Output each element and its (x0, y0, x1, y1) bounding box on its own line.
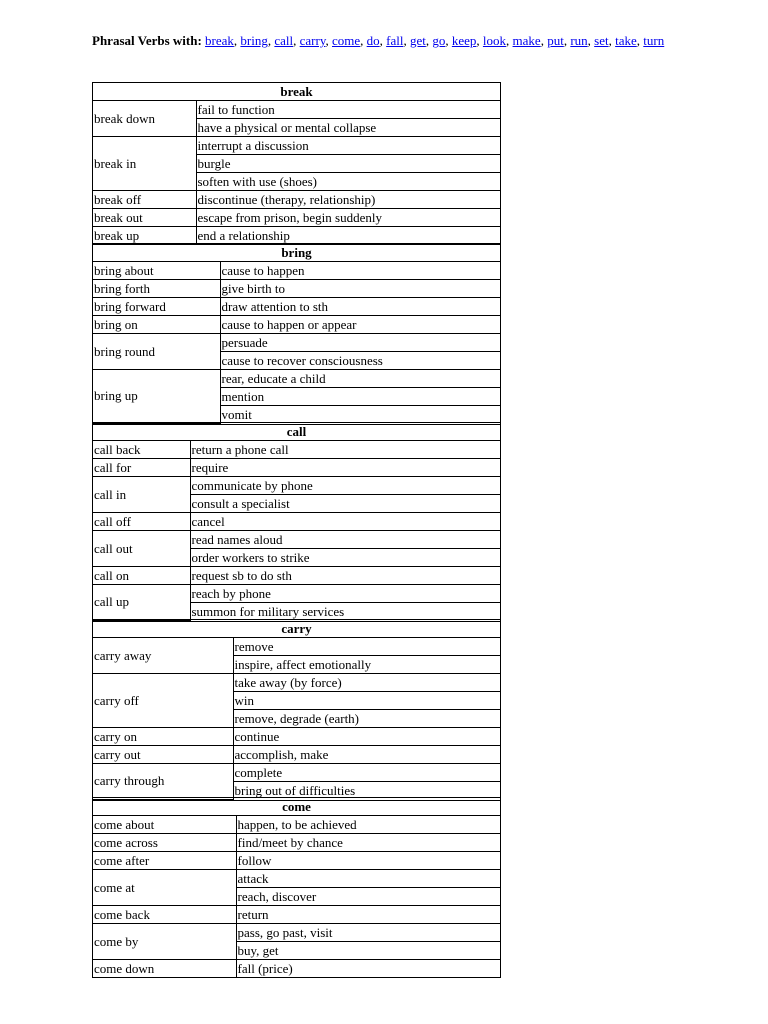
verb-link-look[interactable]: look (482, 33, 507, 48)
verb-link-carry[interactable]: carry (299, 33, 326, 48)
table-row (93, 441, 500, 459)
section-title: call (93, 423, 500, 441)
phrasal-verb: bring forth (93, 280, 220, 298)
table-row (93, 459, 500, 477)
meaning: reach by phone (190, 585, 500, 603)
table-row (93, 567, 500, 585)
meaning: bring out of difficulties (233, 782, 500, 800)
meaning: communicate by phone (190, 477, 500, 495)
table-row (93, 513, 500, 531)
section-title: break (93, 83, 500, 101)
phrasal-verb: call back (93, 441, 190, 459)
verb-link-come[interactable]: come (332, 33, 361, 48)
page-title: Phrasal Verbs with: (92, 33, 202, 48)
table-row (93, 191, 500, 209)
section-break (92, 82, 501, 245)
meaning: consult a specialist (190, 495, 500, 513)
phrasal-verb: bring forward (93, 298, 220, 316)
verb-link-keep[interactable]: keep (451, 33, 477, 48)
verb-link-go[interactable]: go (432, 33, 446, 48)
verb-link-do[interactable]: do (366, 33, 380, 48)
phrasal-verb: call off (93, 513, 190, 531)
page-header (92, 33, 692, 49)
verb-link-take[interactable]: take (615, 33, 637, 48)
phrasal-verb: break in (93, 137, 196, 191)
table-row (93, 960, 500, 978)
section-carry (92, 619, 501, 801)
section-title: carry (93, 620, 500, 638)
meaning: cause to recover consciousness (220, 352, 500, 370)
phrasal-verb: carry on (93, 728, 233, 746)
meaning: happen, to be achieved (236, 816, 500, 834)
table-row (93, 477, 500, 495)
meaning: mention (220, 388, 500, 406)
section-call (92, 422, 501, 622)
meaning: follow (236, 852, 500, 870)
meaning: vomit (220, 406, 500, 424)
meaning: attack (236, 870, 500, 888)
phrasal-verb: come back (93, 906, 236, 924)
verb-link-bring[interactable]: bring (240, 33, 268, 48)
section-title: bring (93, 244, 500, 262)
meaning: take away (by force) (233, 674, 500, 692)
table-row (93, 227, 500, 245)
phrasal-verb: come down (93, 960, 236, 978)
meaning: end a relationship (196, 227, 500, 245)
table-row (93, 906, 500, 924)
table-row (93, 298, 500, 316)
table-row (93, 834, 500, 852)
meaning: burgle (196, 155, 500, 173)
meaning: soften with use (shoes) (196, 173, 500, 191)
phrasal-verb: bring round (93, 334, 220, 370)
phrasal-verb: carry through (93, 764, 233, 800)
verb-link-get[interactable]: get (409, 33, 426, 48)
phrasal-verb: call for (93, 459, 190, 477)
verb-link-fall[interactable]: fall (386, 33, 404, 48)
table-row (93, 370, 500, 388)
table-row (93, 924, 500, 942)
phrasal-verb: bring on (93, 316, 220, 334)
phrasal-verb: break out (93, 209, 196, 227)
phrasal-verb: call in (93, 477, 190, 513)
section-come (92, 797, 501, 978)
table-row (93, 334, 500, 352)
verb-link-set[interactable]: set (594, 33, 609, 48)
meaning: return (236, 906, 500, 924)
table-row (93, 870, 500, 888)
meaning: buy, get (236, 942, 500, 960)
table-row (93, 101, 500, 119)
table-row (93, 316, 500, 334)
meaning: cause to happen or appear (220, 316, 500, 334)
phrasal-verb: come about (93, 816, 236, 834)
verb-link-make[interactable]: make (512, 33, 541, 48)
meaning: escape from prison, begin suddenly (196, 209, 500, 227)
table-row (93, 638, 500, 656)
meaning: fail to function (196, 101, 500, 119)
meaning: complete (233, 764, 500, 782)
meaning: remove, degrade (earth) (233, 710, 500, 728)
phrasal-verb: come at (93, 870, 236, 906)
phrasal-verb: break down (93, 101, 196, 137)
meaning: have a physical or mental collapse (196, 119, 500, 137)
section-title: come (93, 798, 500, 816)
meaning: give birth to (220, 280, 500, 298)
table-row (93, 280, 500, 298)
meaning: request sb to do sth (190, 567, 500, 585)
verb-link-call[interactable]: call (274, 33, 294, 48)
meaning: reach, discover (236, 888, 500, 906)
meaning: win (233, 692, 500, 710)
table-row (93, 585, 500, 603)
meaning: read names aloud (190, 531, 500, 549)
meaning: cancel (190, 513, 500, 531)
meaning: order workers to strike (190, 549, 500, 567)
phrasal-verb: come by (93, 924, 236, 960)
meaning: interrupt a discussion (196, 137, 500, 155)
phrasal-verb: carry out (93, 746, 233, 764)
table-row (93, 531, 500, 549)
meaning: rear, educate a child (220, 370, 500, 388)
phrasal-verb: carry away (93, 638, 233, 674)
table-row (93, 674, 500, 692)
table-row (93, 764, 500, 782)
meaning: continue (233, 728, 500, 746)
verb-links: break, bring, call, carry, come, do, fall, get, go, keep, look, make, put, run, set, take, turn (205, 33, 665, 48)
phrasal-verb: bring about (93, 262, 220, 280)
verb-link-turn[interactable]: turn (643, 33, 665, 48)
verb-link-run[interactable]: run (570, 33, 588, 48)
meaning: summon for military services (190, 603, 500, 621)
table-row (93, 852, 500, 870)
phrasal-verb: come after (93, 852, 236, 870)
phrasal-verb: call out (93, 531, 190, 567)
phrasal-verb: break up (93, 227, 196, 245)
meaning: pass, go past, visit (236, 924, 500, 942)
table-row (93, 816, 500, 834)
verb-link-break[interactable]: break (205, 33, 234, 48)
meaning: require (190, 459, 500, 477)
meaning: find/meet by chance (236, 834, 500, 852)
meaning: draw attention to sth (220, 298, 500, 316)
meaning: fall (price) (236, 960, 500, 978)
meaning: accomplish, make (233, 746, 500, 764)
meaning: return a phone call (190, 441, 500, 459)
meaning: discontinue (therapy, relationship) (196, 191, 500, 209)
section-bring (92, 243, 501, 425)
phrasal-verb: call on (93, 567, 190, 585)
table-row (93, 137, 500, 155)
table-row (93, 746, 500, 764)
phrasal-verb: carry off (93, 674, 233, 728)
meaning: persuade (220, 334, 500, 352)
table-row (93, 262, 500, 280)
phrasal-verb: come across (93, 834, 236, 852)
phrasal-verb: call up (93, 585, 190, 621)
table-row (93, 728, 500, 746)
phrasal-verb: break off (93, 191, 196, 209)
meaning: cause to happen (220, 262, 500, 280)
verb-link-put[interactable]: put (547, 33, 564, 48)
meaning: remove (233, 638, 500, 656)
table-row (93, 209, 500, 227)
meaning: inspire, affect emotionally (233, 656, 500, 674)
phrasal-verb: bring up (93, 370, 220, 424)
